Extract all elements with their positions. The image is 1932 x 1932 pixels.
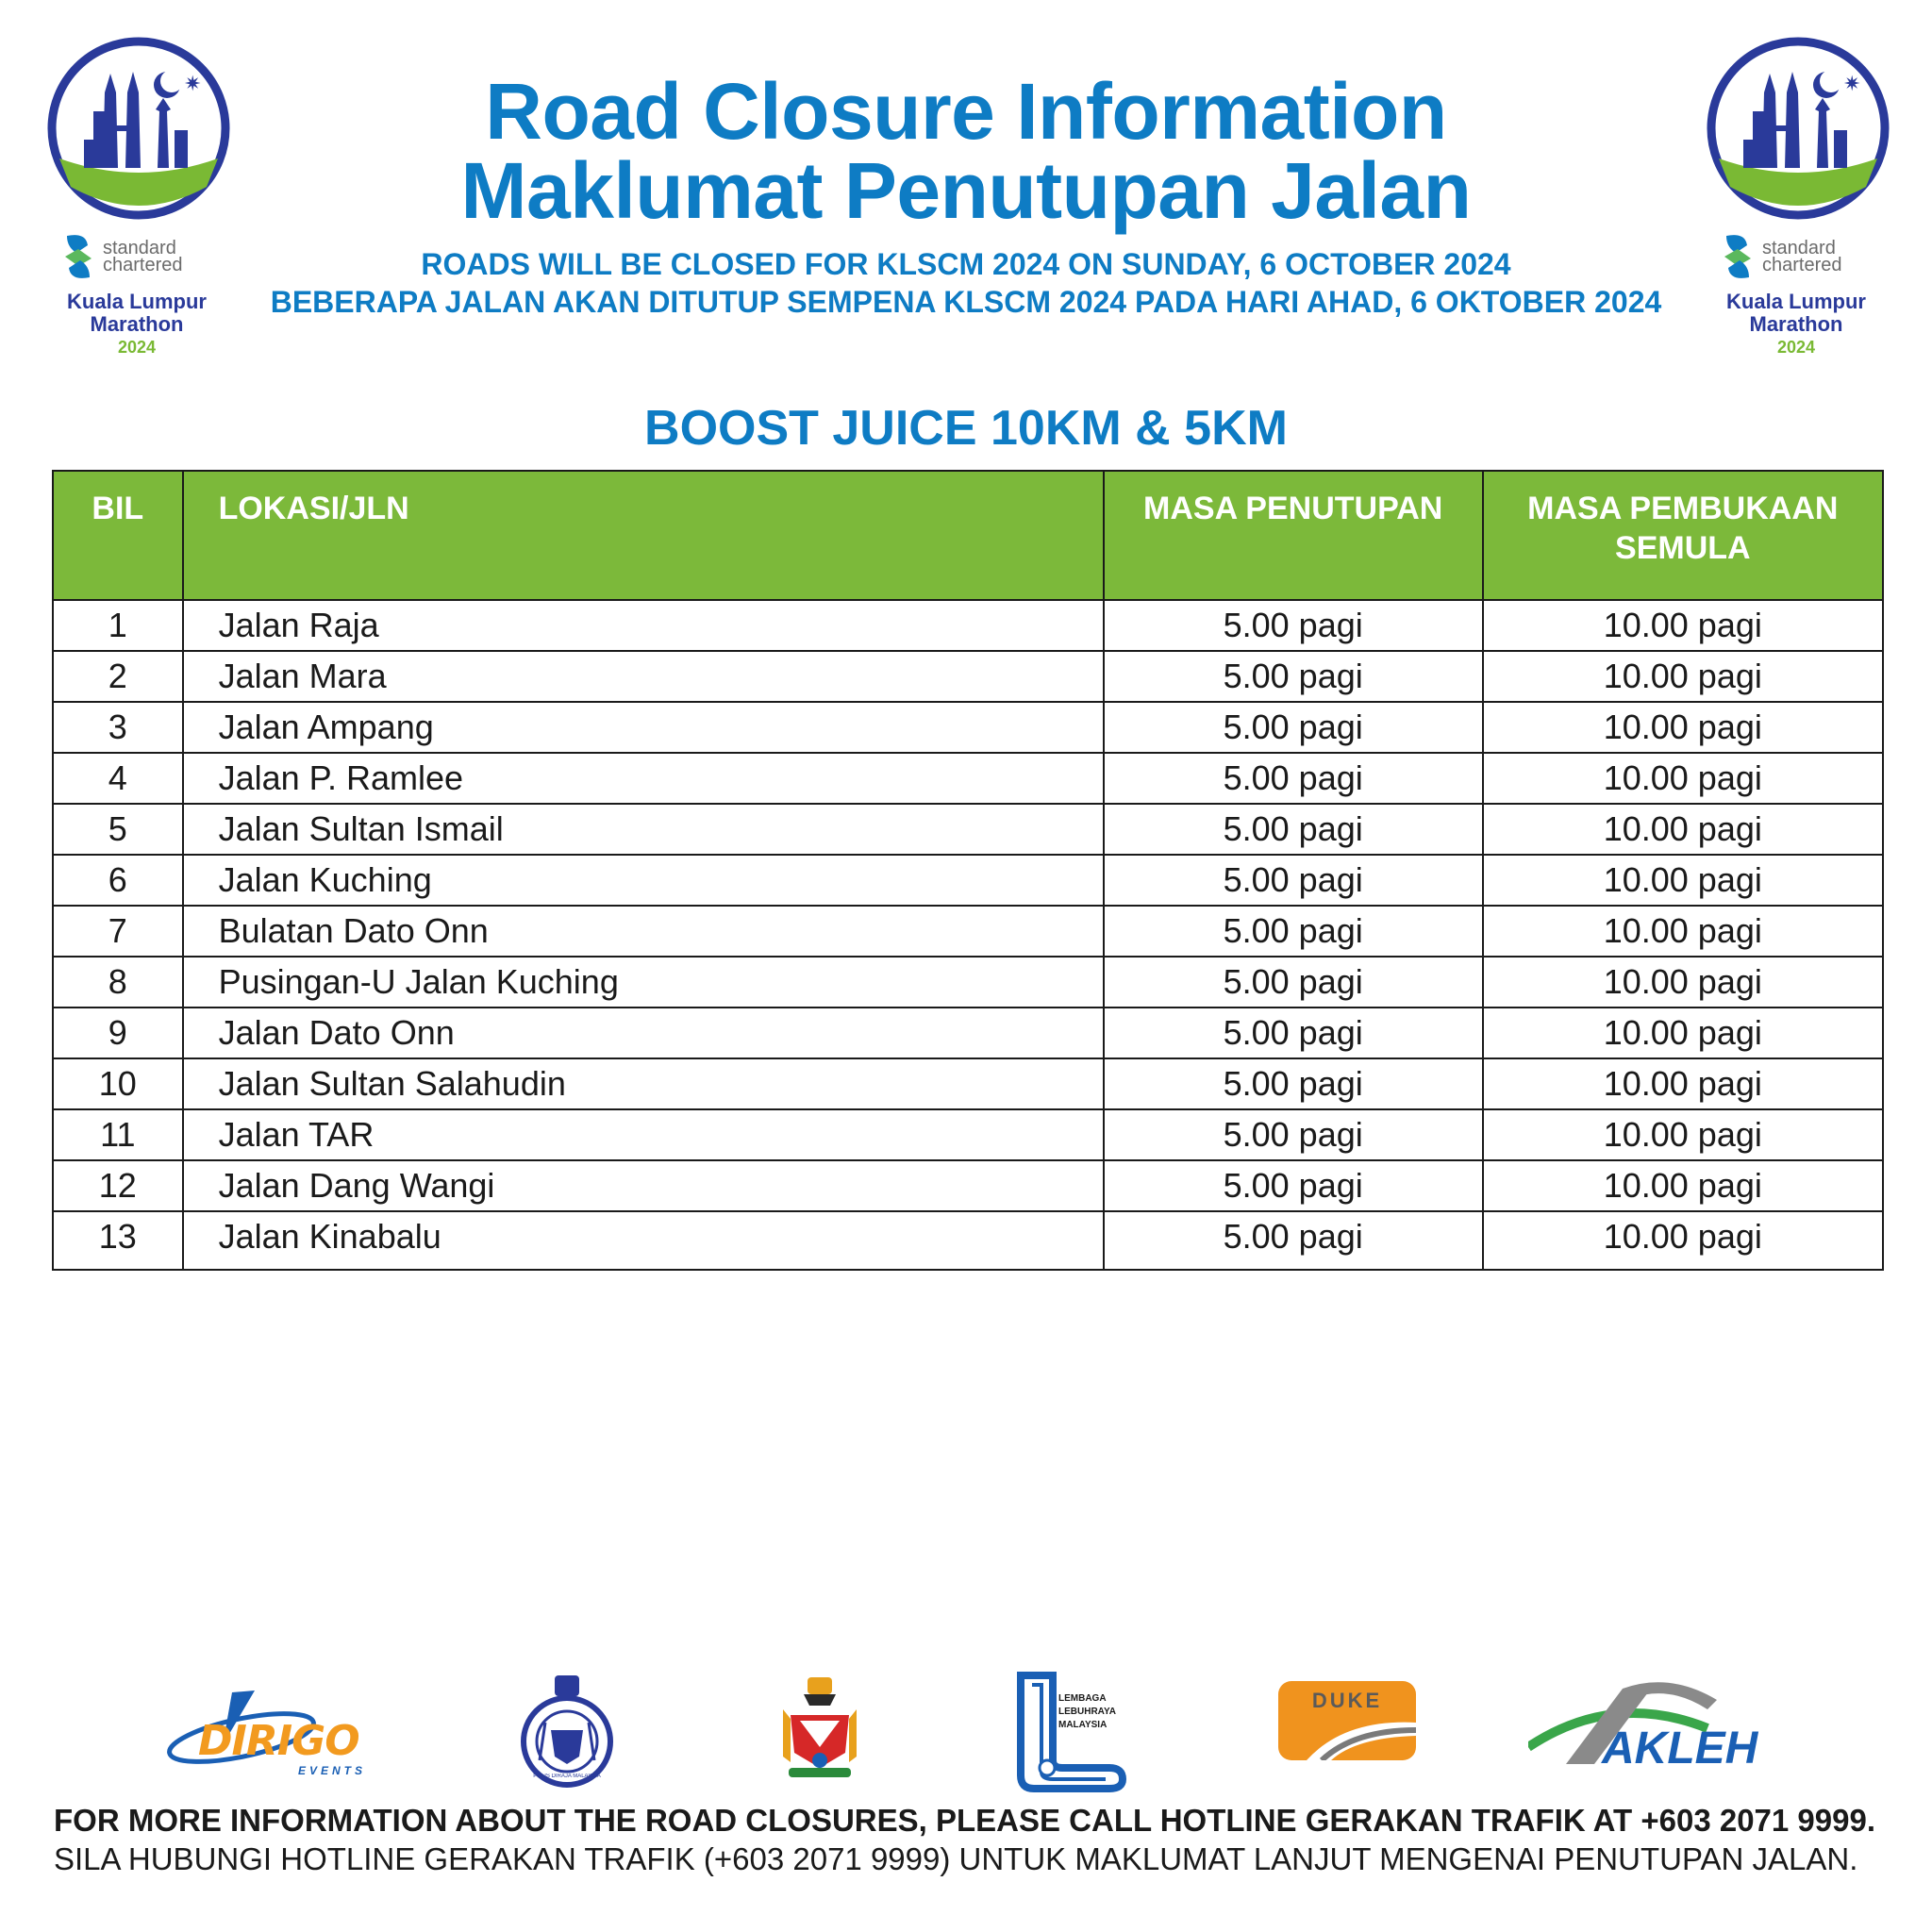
- header-close-time: MASA PENUTUPAN: [1104, 471, 1483, 600]
- cell-location: Pusingan-U Jalan Kuching: [183, 957, 1104, 1008]
- marathon-name-line1: Kuala Lumpur: [67, 290, 207, 313]
- footer-hotline-en: FOR MORE INFORMATION ABOUT THE ROAD CLOSURES, PLEASE CALL HOTLINE GERAKAN TRAFIK AT +603 2071 9999.: [54, 1803, 1876, 1838]
- cell-reopen-time: 10.00 pagi: [1483, 906, 1883, 957]
- cell-reopen-time: 10.00 pagi: [1483, 957, 1883, 1008]
- cell-bil: 2: [53, 651, 183, 702]
- llm-line1: LEMBAGA: [1058, 1693, 1107, 1704]
- page-title-en: Road Closure Information: [485, 67, 1447, 156]
- cell-close-time: 5.00 pagi: [1104, 600, 1483, 651]
- cell-reopen-time: 10.00 pagi: [1483, 753, 1883, 804]
- cell-close-time: 5.00 pagi: [1104, 1109, 1483, 1160]
- akleh-logo: [1528, 1672, 1783, 1775]
- cell-bil: 6: [53, 855, 183, 906]
- marathon-year: 2024: [117, 338, 157, 357]
- dirigo-wordmark: DIRIGO: [198, 1717, 359, 1765]
- cell-bil: 10: [53, 1058, 183, 1109]
- cell-location: Jalan Ampang: [183, 702, 1104, 753]
- footer-hotline-ms: SILA HUBUNGI HOTLINE GERAKAN TRAFIK (+603 2071 9999) UNTUK MAKLUMAT LANJUT MENGENAI PENUTUPAN JALAN.: [54, 1841, 1858, 1876]
- cell-bil: 13: [53, 1211, 183, 1270]
- subtitle-ms: BEBERAPA JALAN AKAN DITUTUP SEMPENA KLSCM 2024 PADA HARI AHAD, 6 OKTOBER 2024: [270, 285, 1662, 319]
- duke-logo: [1278, 1681, 1416, 1760]
- cell-close-time: 5.00 pagi: [1104, 957, 1483, 1008]
- marathon-name-line2: Marathon: [90, 312, 184, 336]
- cell-reopen-time: 10.00 pagi: [1483, 855, 1883, 906]
- marathon-name-line2: Marathon: [1749, 312, 1843, 336]
- cell-bil: 5: [53, 804, 183, 855]
- cell-close-time: 5.00 pagi: [1104, 1211, 1483, 1270]
- svg-text:✷: ✷: [1843, 73, 1861, 96]
- cell-reopen-time: 10.00 pagi: [1483, 1008, 1883, 1058]
- marathon-year: 2024: [1776, 338, 1816, 357]
- llm-text: [1058, 1692, 1116, 1732]
- table-row: [53, 855, 1883, 906]
- table-row: [53, 804, 1883, 855]
- cell-location: Jalan Sultan Ismail: [183, 804, 1104, 855]
- dirigo-events-logo: [157, 1689, 383, 1783]
- cell-bil: 3: [53, 702, 183, 753]
- cell-close-time: 5.00 pagi: [1104, 855, 1483, 906]
- cell-reopen-time: 10.00 pagi: [1483, 702, 1883, 753]
- table-row: [53, 651, 1883, 702]
- cell-location: Jalan P. Ramlee: [183, 753, 1104, 804]
- llm-line3: MALAYSIA: [1058, 1720, 1108, 1730]
- cell-location: Bulatan Dato Onn: [183, 906, 1104, 957]
- dbkl-logo: [779, 1677, 860, 1787]
- dirigo-subtext: EVENTS: [298, 1764, 367, 1777]
- llm-line2: LEBUHRAYA: [1058, 1707, 1116, 1717]
- cell-close-time: 5.00 pagi: [1104, 906, 1483, 957]
- city-hall-crest-icon: [779, 1677, 860, 1787]
- cell-close-time: 5.00 pagi: [1104, 651, 1483, 702]
- header-reopen-time: MASA PEMBUKAAN SEMULA: [1483, 471, 1883, 600]
- table-row: [53, 1160, 1883, 1211]
- cell-reopen-time: 10.00 pagi: [1483, 1211, 1883, 1270]
- police-crest-icon: [517, 1675, 617, 1789]
- marathon-name-line1: Kuala Lumpur: [1726, 290, 1866, 313]
- sponsor-line2: chartered: [103, 255, 183, 275]
- cell-location: Jalan Kinabalu: [183, 1211, 1104, 1270]
- cell-reopen-time: 10.00 pagi: [1483, 804, 1883, 855]
- llm-logo: [1015, 1670, 1128, 1792]
- cell-bil: 4: [53, 753, 183, 804]
- cell-close-time: 5.00 pagi: [1104, 1160, 1483, 1211]
- cell-reopen-time: 10.00 pagi: [1483, 600, 1883, 651]
- cell-reopen-time: 10.00 pagi: [1483, 1109, 1883, 1160]
- table-row: [53, 1211, 1883, 1270]
- pdrm-ring-text: POLIS DIRAJA MALAYSIA: [533, 1774, 601, 1779]
- table-row: [53, 1058, 1883, 1109]
- cell-close-time: 5.00 pagi: [1104, 804, 1483, 855]
- table-row: [53, 753, 1883, 804]
- cell-bil: 9: [53, 1008, 183, 1058]
- cell-location: Jalan Raja: [183, 600, 1104, 651]
- cell-bil: 1: [53, 600, 183, 651]
- subtitle-en: ROADS WILL BE CLOSED FOR KLSCM 2024 ON SUNDAY, 6 OCTOBER 2024: [421, 247, 1511, 281]
- table-row: [53, 702, 1883, 753]
- header-bil: BIL: [53, 471, 183, 600]
- svg-text:✷: ✷: [184, 73, 202, 96]
- table-row: [53, 957, 1883, 1008]
- sponsor-line1: standard: [1762, 238, 1836, 258]
- akleh-wordmark: AKLEH: [1602, 1724, 1758, 1774]
- cell-close-time: 5.00 pagi: [1104, 1058, 1483, 1109]
- sponsor-line1: standard: [103, 238, 176, 258]
- table-row: [53, 1008, 1883, 1058]
- table-row: [53, 906, 1883, 957]
- sponsor-line2: chartered: [1762, 255, 1842, 275]
- cell-reopen-time: 10.00 pagi: [1483, 1160, 1883, 1211]
- cell-bil: 11: [53, 1109, 183, 1160]
- cell-location: Jalan Sultan Salahudin: [183, 1058, 1104, 1109]
- cell-bil: 12: [53, 1160, 183, 1211]
- pdrm-logo: [517, 1675, 617, 1789]
- table-header-row: [53, 471, 1883, 600]
- table-row: [53, 1109, 1883, 1160]
- page-title-ms: Maklumat Penutupan Jalan: [460, 146, 1472, 235]
- cell-close-time: 5.00 pagi: [1104, 702, 1483, 753]
- road-closure-table: [52, 470, 1884, 1271]
- cell-reopen-time: 10.00 pagi: [1483, 1058, 1883, 1109]
- cell-bil: 8: [53, 957, 183, 1008]
- cell-location: Jalan TAR: [183, 1109, 1104, 1160]
- cell-location: Jalan Kuching: [183, 855, 1104, 906]
- cell-location: Jalan Mara: [183, 651, 1104, 702]
- cell-close-time: 5.00 pagi: [1104, 753, 1483, 804]
- header-location: LOKASI/JLN: [183, 471, 1104, 600]
- cell-location: Jalan Dato Onn: [183, 1008, 1104, 1058]
- cell-close-time: 5.00 pagi: [1104, 1008, 1483, 1058]
- table-row: [53, 600, 1883, 651]
- cell-bil: 7: [53, 906, 183, 957]
- section-title: BOOST JUICE 10KM & 5KM: [644, 401, 1288, 456]
- cell-location: Jalan Dang Wangi: [183, 1160, 1104, 1211]
- cell-reopen-time: 10.00 pagi: [1483, 651, 1883, 702]
- duke-wordmark: DUKE: [1311, 1689, 1383, 1712]
